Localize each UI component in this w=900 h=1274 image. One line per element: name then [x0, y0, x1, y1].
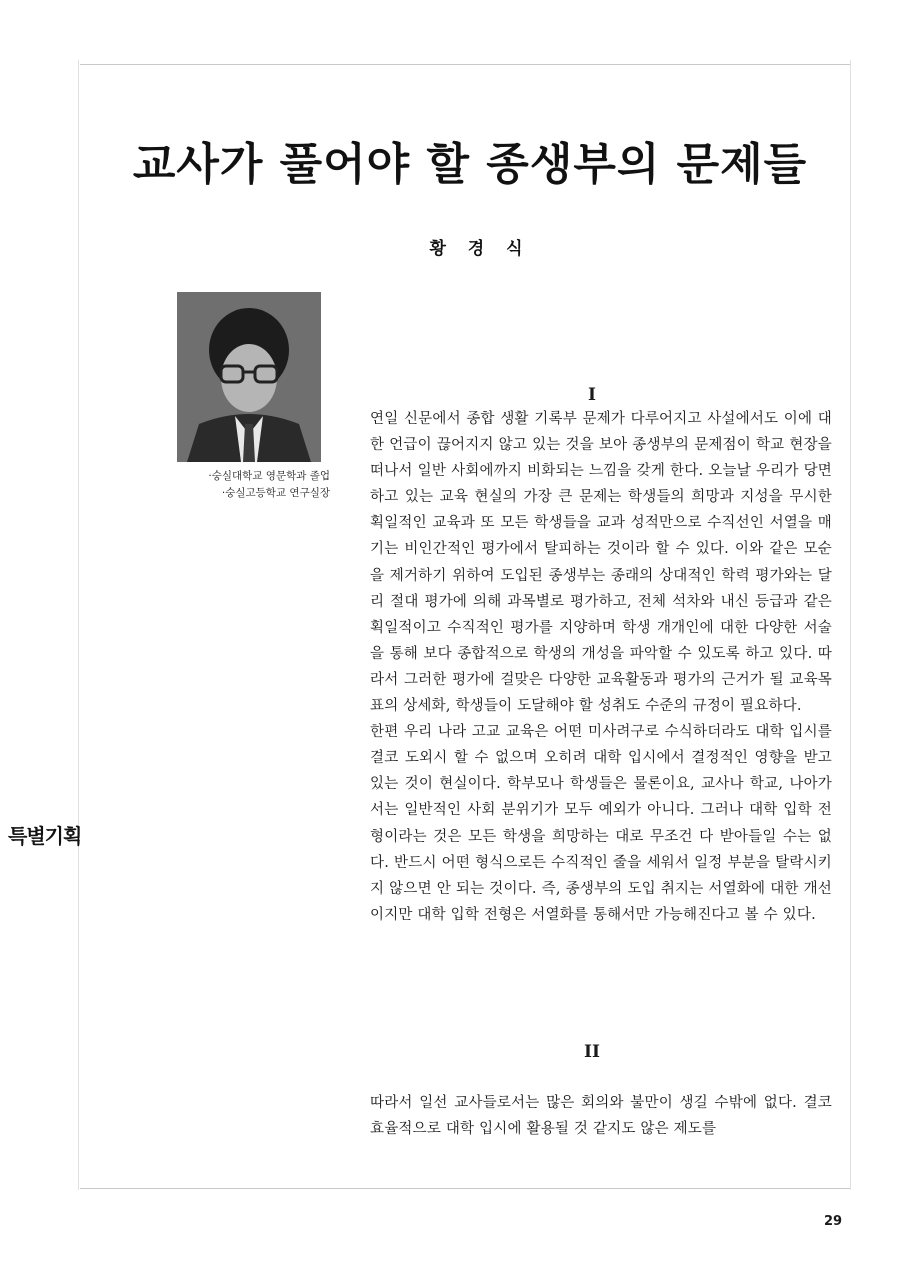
- section-2-body: [370, 1090, 832, 1142]
- left-rule: [78, 60, 79, 1190]
- section-mark-2: II: [584, 1042, 600, 1062]
- section-side-tab: 특별기획: [8, 824, 82, 848]
- article-author: 황 경 식: [429, 239, 531, 259]
- section-1-body: [370, 406, 832, 928]
- author-portrait-image: [177, 292, 321, 462]
- top-rule: [80, 64, 850, 65]
- caption-education: ·숭실대학교 영문학과 졸업: [208, 470, 330, 482]
- author-caption: [150, 468, 330, 502]
- article-title: 교사가 풀어야 할 종생부의 문제들: [132, 139, 808, 190]
- paragraph: 한편 우리 나라 고교 교육은 어떤 미사려구로 수식하더라도 대학 입시를 결코 도외시 할 수 없으며 오히려 대학 입시에서 결정적인 영향을 받고 있는 것이 현실이다. 학부모나 학생들은 물론이요, 교사나 학교, 나아가서는 일반적인 사회 분위기가 모두 예외가 아니다. 그러나 대학 입학 전형이라는 것은 모든 학생을 희망하는 대로 무조건 다 받아들일 수는 없다. 반드시 어떤 형식으로든 수직적인 줄을 세워서 일정 부분을 탈락시키지 않으면 안 되는 것이다. 즉, 종생부의 도입 취지는 서열화에 대한 개선이지만 대학 입학 전형은 서열화를 통해서만 가능해진다고 볼 수 있다.: [370, 724, 832, 923]
- paragraph: 연일 신문에서 종합 생활 기록부 문제가 다루어지고 사설에서도 이에 대한 언급이 끊어지지 않고 있는 것을 보아 종생부의 문제점이 학교 현장을 떠나서 일반 사회에까지 비화되는 느낌을 갖게 한다. 오늘날 우리가 당면하고 있는 교육 현실의 가장 큰 문제는 학생들의 희망과 지성을 무시한 획일적인 교육과 또 모든 학생들을 교과 성적만으로 수직선인 서열을 매기는 비인간적인 평가에서 탈피하는 것이라 할 수 있다. 이와 같은 모순을 제거하기 위하여 도입된 종생부는 종래의 상대적인 학력 평가와는 달리 절대 평가에 의해 과목별로 평가하고, 전체 석차와 내신 등급과 같은 획일적이고 수직적인 평가를 지양하며 학생 개개인에 대한 다양한 서술을 통해 보다 종합적으로 학생의 개성을 파악할 수 있도록 하고 있다. 따라서 그러한 평가에 걸맞은 다양한 교육활동과 평가의 근거가 될 교육목표의 상세화, 학생들이 도달해야 할 성취도 수준의 규정이 필요하다.: [370, 411, 832, 715]
- paragraph: 따라서 일선 교사들로서는 많은 회의와 불만이 생길 수밖에 없다. 결코 효율적으로 대학 입시에 활용될 것 같지도 않은 제도를: [370, 1095, 832, 1138]
- caption-position: ·숭실고등학교 연구실장: [221, 487, 330, 499]
- section-mark-1: I: [588, 385, 596, 405]
- bottom-rule: [80, 1188, 850, 1189]
- author-photo: [177, 292, 321, 462]
- page-number: 29: [824, 1214, 843, 1229]
- right-rule: [850, 60, 851, 1190]
